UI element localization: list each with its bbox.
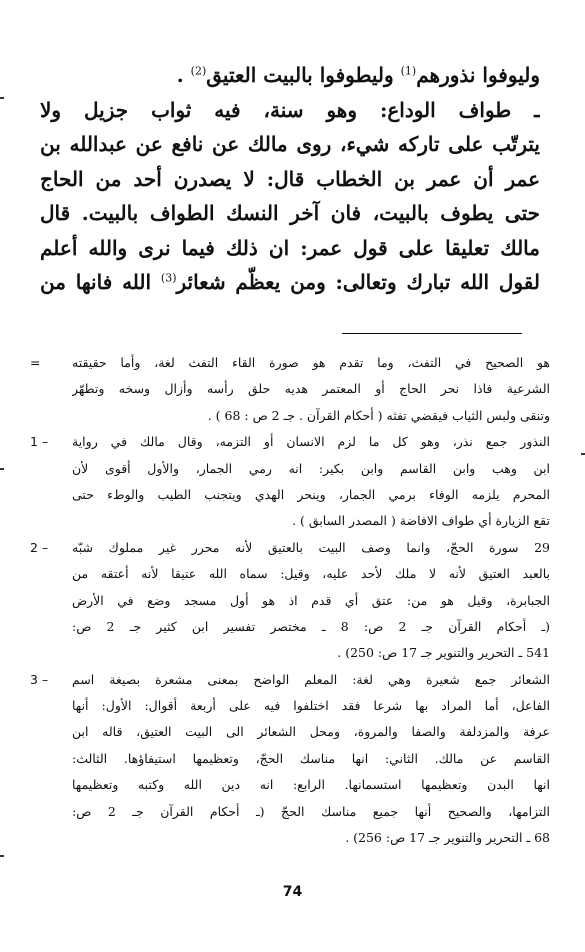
main-line-3: يترتّب على تاركه شيء، روى مالك عن نافع عن عبدالله بن — [40, 132, 540, 156]
footnote-ref-3[interactable]: (3) — [160, 271, 177, 285]
footnote-line: الشرعية فاذا نحر الحاج أو المعتمر هديه حلق رأسه وأزال وسخه وتطهّر — [72, 381, 550, 397]
footnote-line: وتنقى ولبس الثياب فيقضي تفثه ( أحكام القرآن . جـ 2 ص : 68 ) . — [207, 407, 550, 423]
main-line-5: حتى يطوف بالبيت، فان آخر النسك الطواف بالبيت. قال — [40, 201, 540, 225]
footnote-separator — [342, 333, 522, 334]
page-number: 74 — [282, 884, 303, 900]
footnote-marker — [30, 350, 72, 429]
main-line-4: عمر أن عمر بن الخطاب قال: لا يصدرن أحد من الحاج — [40, 166, 540, 191]
main-line-2: ـ طواف الوداع: وهو سنة، فيه ثواب جزيل ولا — [40, 97, 540, 122]
footnote-line: الفاعل، أما المراد بها شرعا فقد اختلفوا فيه على أربعة أقوال: الأول: أنها — [72, 698, 550, 714]
footnote-line: المحرم يلزمه الوفاء برمي الجمار، وينحر الهدي ويتجنب الطيب والوطء حتى — [72, 486, 550, 502]
footnote-line: النذور جمع نذر، وهو كل ما لزم الانسان أو التزمه، وقال مالك في رواية — [72, 434, 550, 450]
scan-edge-mark — [0, 97, 4, 99]
footnote-line: التزامها، والصحيح أنها جميع مناسك الحجّ (ـ أحكام القرآن جـ 2 ص: — [72, 803, 550, 819]
footnote-line: ابن وهب وابن القاسم وابن بكير: انه رمي الجمار، والأول أقوى لأن — [72, 460, 550, 476]
footnote-marker-text: 1 – — [30, 434, 49, 450]
footnote-marker — [30, 667, 72, 852]
main-line-7-part-1: لقول الله تبارك وتعالى: ومن يعظّم شعائر — [176, 270, 540, 294]
footnote-ref-2[interactable]: (2) — [190, 64, 207, 78]
footnote-marker — [30, 535, 72, 667]
footnote-marker-text: = — [30, 355, 41, 370]
footnote-line: الشعائر جمع شعيرة وهي لغة: المعلم الواضح بمعنى مشعرة بصيغة اسم — [72, 671, 550, 687]
main-line-6: مالك تعليقا على قول عمر: ان ذلك فيما نرى والله أعلم — [40, 235, 540, 260]
footnote-1 — [30, 429, 550, 535]
footnote-line: (ـ أحكام القرآن جـ 2 ص: 8 ـ مختصر تفسير ابن كثير جـ 2 ص: — [72, 618, 550, 634]
main-line-7-part-2: الله فانها من — [40, 270, 161, 294]
main-line-1 — [40, 58, 540, 93]
main-line-1-part-3: . — [176, 63, 191, 87]
footnote-line: القاسم عن مالك. الثاني: انها مناسك الحجّ، وتعظيمها استيفاؤها. الثالث: — [72, 750, 550, 766]
footnote-line: تقع الزيارة أي طواف الافاضة ( المصدر السابق ) . — [292, 513, 550, 529]
footnote-continuation — [30, 350, 550, 429]
footnote-line: بالعبد العتيق لأنه لا ملك لأحد عليه، وقيل: سماه الله عتيقا لأنه أعتقه من — [72, 566, 550, 582]
footnote-line: هو الصحيح في التفث، وما تقدم هو صورة القاء التفث لغة، وأما حقيقته — [72, 355, 550, 370]
footnote-line: انها البدن وتعظيمها استسمانها. الرابع: انه دين الله وكتبه وتعظيمها — [72, 777, 550, 793]
footnote-text — [72, 429, 550, 535]
footnote-3 — [30, 667, 550, 852]
footnote-line: عرفة والمزدلفة والصفا والمروة، ومحل الشعائر الى البيت العتيق، قاله ابن — [72, 724, 550, 740]
footnote-ref-1[interactable]: (1) — [400, 64, 417, 78]
footnote-text — [72, 535, 550, 667]
footnote-marker-text: 3 – — [30, 671, 49, 687]
scan-edge-mark — [581, 453, 585, 455]
main-line-1-part-2: وليطوفوا بالبيت العتيق — [206, 63, 401, 87]
footnote-line: 29 سورة الحجّ، وانما وصف البيت بالعتيق لأنه محرر غير مملوك شبّه — [72, 539, 550, 555]
main-text-block — [40, 58, 540, 300]
footnote-line: الجبابرة، وقيل هو من: عتق أي قدم اذ هو أول مسجد وضع في الأرض — [72, 592, 550, 608]
footnote-line: 68 ـ التحرير والتنوير جـ 17 ص: 256) . — [345, 830, 550, 846]
footnote-text — [72, 667, 550, 852]
footnotes-block — [30, 350, 550, 851]
footnote-marker-text: 2 – — [30, 539, 49, 555]
scan-edge-mark — [0, 468, 4, 470]
footnote-line: 541 ـ التحرير والتنوير جـ 17 ص: 250) . — [337, 645, 550, 661]
main-line-7 — [40, 265, 540, 300]
scan-edge-mark — [0, 855, 4, 857]
footnote-2 — [30, 535, 550, 667]
footnote-text — [72, 350, 550, 429]
main-line-1-part-1: وليوفوا نذورهم — [416, 63, 540, 87]
footnote-marker — [30, 429, 72, 535]
